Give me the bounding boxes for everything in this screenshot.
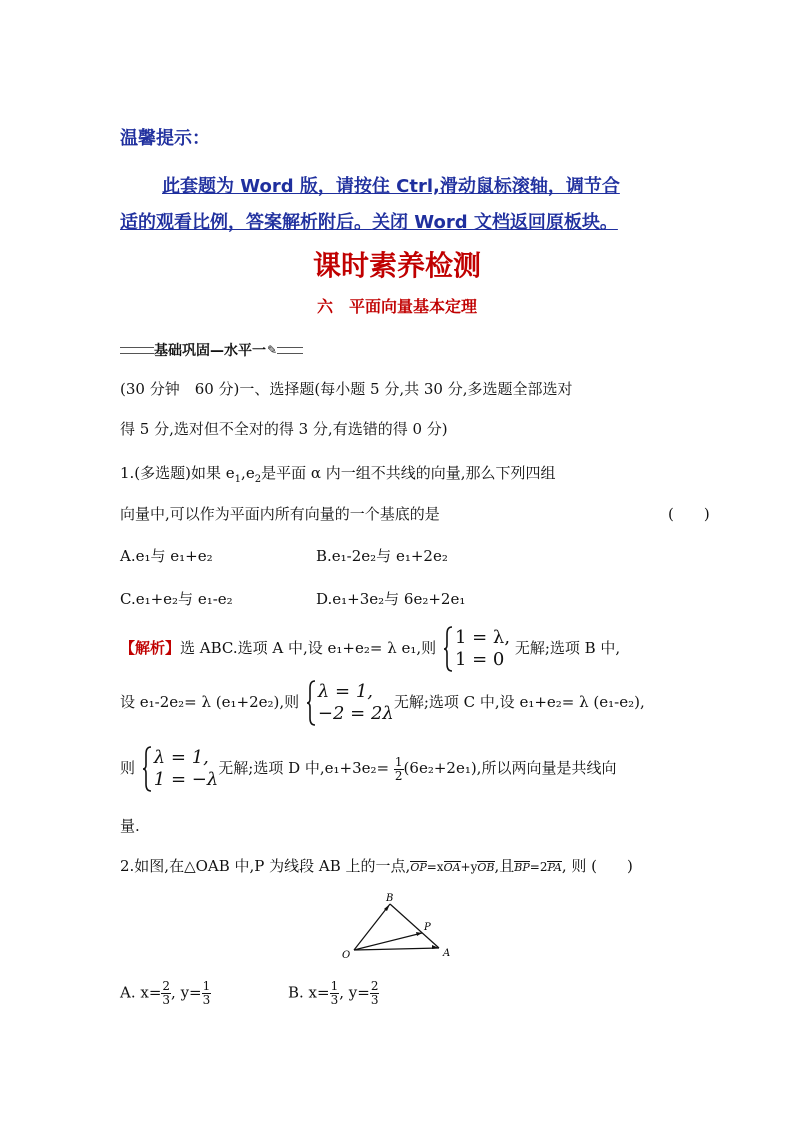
intro-line-2: 得 5 分,选对但不全对的得 3 分,有选错的得 0 分) (120, 420, 448, 438)
label-a: A (443, 948, 451, 959)
side-ob (354, 904, 390, 950)
q1-answer-paren: ( ) (668, 505, 710, 523)
tip-line-1: 此套题为 Word 版，请按住 Ctrl,滑动鼠标滚轴，调节合 (162, 176, 620, 197)
q1-line-2: 向量中,可以作为平面内所有向量的一个基底的是 (120, 505, 440, 523)
triangle-oab-figure (336, 890, 466, 962)
vector-op: OP (410, 861, 427, 874)
analysis-line-1: 【解析】选 ABC.选项 A 中,设 e₁+e₂= λ e₁,则 1 = λ, 1 = 0 无解;选项 B 中, (120, 627, 621, 670)
vector-bp: BP (514, 861, 530, 874)
q1-option-d: D.e₁+3e₂与 6e₂+2e₁ (316, 590, 466, 608)
q2-stem: 2.如图,在△OAB 中,P 为线段 AB 上的一点,OP=xOA+yOB,且BP=2PA, 则 ( ) (120, 857, 633, 875)
side-ba (390, 904, 439, 948)
page-subtitle: 六 平面向量基本定理 (316, 297, 477, 316)
label-o: O (342, 950, 351, 961)
segment-op (354, 933, 422, 950)
vector-ob: OB (477, 861, 495, 874)
section-rule-right (277, 347, 303, 354)
side-oa (354, 948, 439, 950)
section-rule-left (120, 347, 154, 354)
q1-option-c: C.e₁+e₂与 e₁-e₂ (120, 590, 233, 608)
q2-option-a: A. x= $\frac{2}{3}$ , y= $\frac{1}{3}$ (120, 979, 211, 1007)
page-title: 课时素养检测 (312, 249, 481, 282)
system-c: λ = 1, 1 = −λ (140, 746, 218, 792)
section-label: 基础巩固—水平一 (154, 343, 266, 359)
q1-option-b: B.e₁-2e₂与 e₁+2e₂ (316, 547, 448, 565)
analysis-line-3: 则 λ = 1, 1 = −λ 无解;选项 D 中,e₁+3e₂= $\frac{1}{2}$ (6e₂+2e₁),所以两向量是共线向 (120, 747, 617, 790)
q2-option-b: B. x= $\frac{1}{3}$ , y= $\frac{2}{3}$ (288, 979, 379, 1007)
analysis-line-2: 设 e₁-2e₂= λ (e₁+2e₂),则 λ = 1, −2 = 2λ 无解;选项 C 中,设 e₁+e₂= λ (e₁-e₂), (120, 681, 645, 724)
tip-heading: 温馨提示： (120, 128, 210, 149)
label-b: B (386, 893, 394, 904)
pencil-icon: ✎ (267, 343, 278, 357)
system-a: 1 = λ, 1 = 0 (441, 626, 510, 672)
vector-oa: OA (443, 861, 461, 874)
label-p: P (424, 922, 431, 933)
tip-line-2: 适的观看比例，答案解析附后。关闭 Word 文档返回原板块。 (120, 212, 618, 233)
vector-pa: PA (547, 861, 562, 874)
q1-option-a: A.e₁与 e₁+e₂ (120, 547, 213, 565)
section-heading (120, 340, 303, 360)
system-b: λ = 1, −2 = 2λ (304, 680, 394, 726)
fraction-one-half: $\frac{1}{2}$ (394, 754, 403, 783)
q1-line-1: 1.(多选题)如果 $e_1,e_2$是平面 α 内一组不共线的向量,那么下列四组 (120, 464, 556, 485)
analysis-line-4: 量. (120, 817, 140, 835)
intro-line-1: (30 分钟 60 分)一、选择题(每小题 5 分,共 30 分,多选题全部选对 (120, 380, 573, 398)
analysis-label: 【解析】 (120, 639, 181, 657)
